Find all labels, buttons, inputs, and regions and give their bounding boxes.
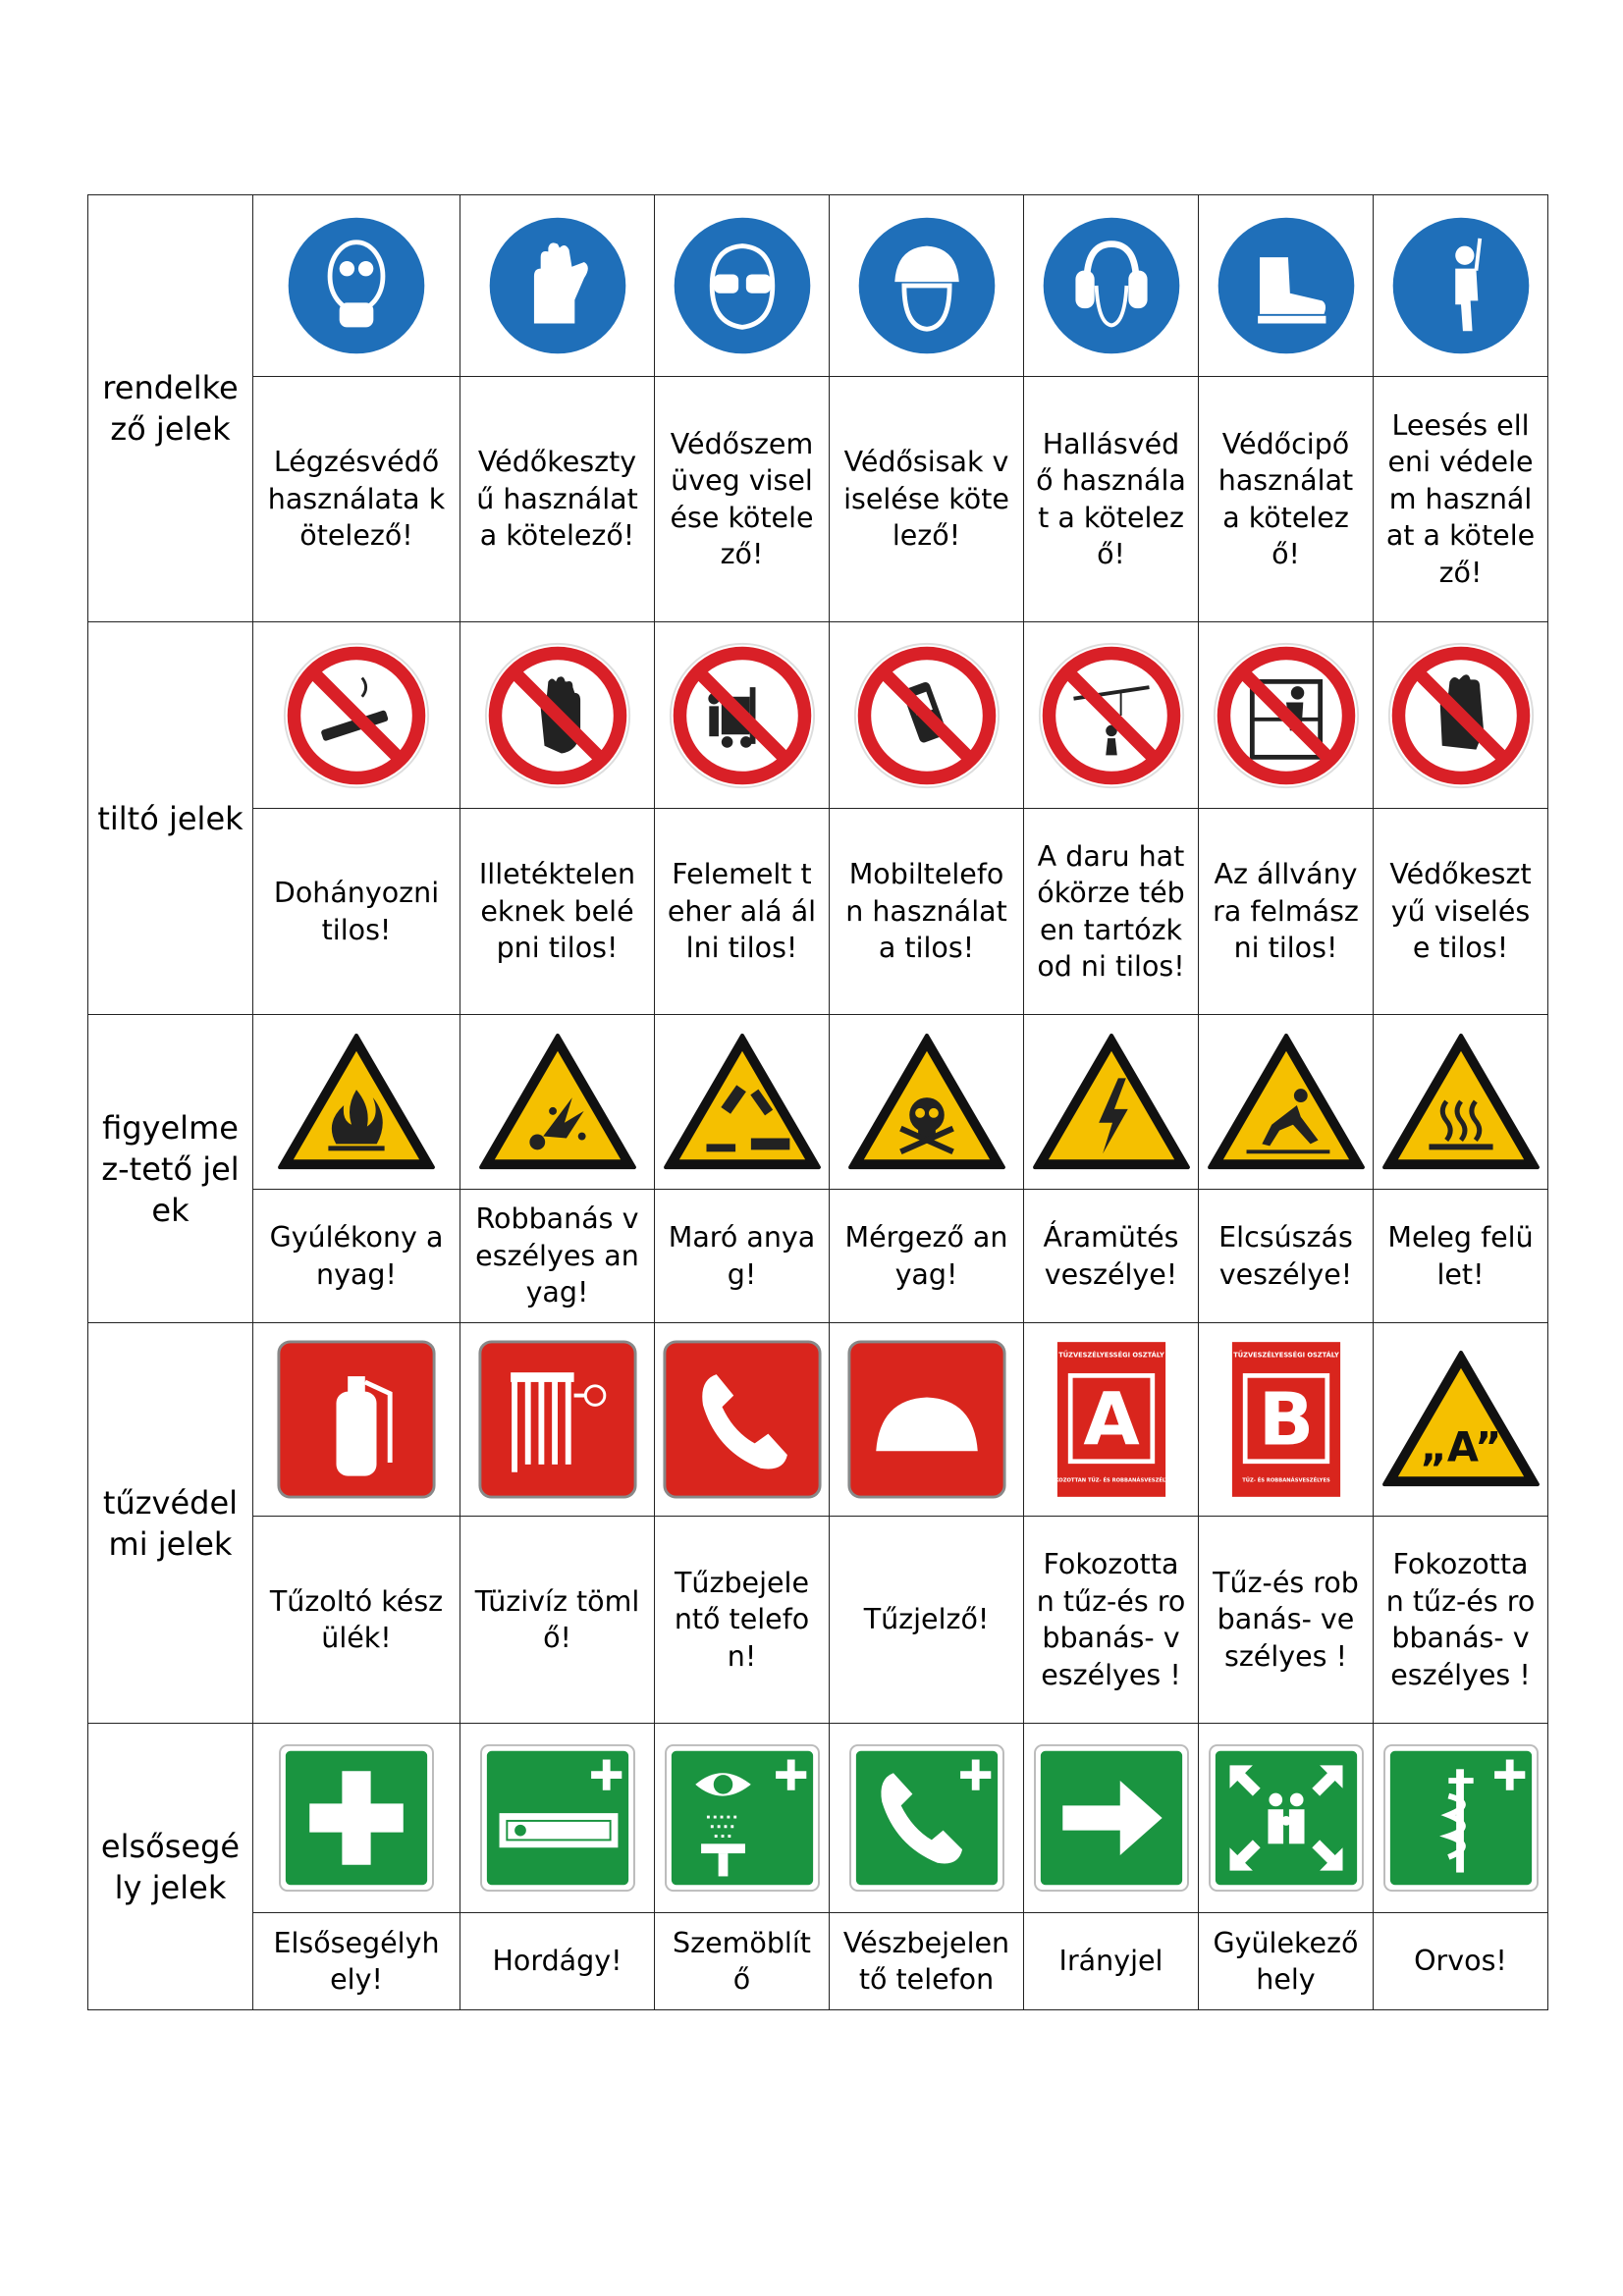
label-row [88, 377, 1548, 622]
icon-row [88, 1015, 1548, 1190]
sign-label: Védősisak viselése kötelező! [843, 446, 1009, 553]
sign-label: Felemelt teher alá állni tilos! [667, 858, 817, 965]
label-row [88, 809, 1548, 1015]
sign-label-cell [460, 809, 655, 1015]
sign-label-cell [655, 809, 830, 1015]
sign-icon-cell [655, 195, 830, 377]
doctor-caduceus-icon [1374, 1742, 1547, 1894]
sign-icon-cell [1024, 622, 1199, 809]
sign-label-cell [460, 1517, 655, 1724]
sign-icon-cell [460, 195, 655, 377]
sign-label: Hordágy! [492, 1945, 622, 1978]
sign-icon-cell [1374, 622, 1548, 809]
sign-label: Tűzjelző! [863, 1603, 990, 1636]
sign-icon-cell [655, 622, 830, 809]
plate-header: TŰZVESZÉLYESSÉGI OSZTÁLY [1232, 1351, 1339, 1360]
sign-label-cell [1024, 1517, 1199, 1724]
sign-label-cell [655, 377, 830, 622]
sign-label-cell [1199, 809, 1374, 1015]
no-entry-hand-icon [460, 640, 654, 791]
category-label: rendelke ző jelek [102, 369, 239, 448]
sign-icon-cell [1199, 195, 1374, 377]
sign-icon-cell [1199, 1724, 1374, 1913]
sign-label-cell [830, 1913, 1024, 2010]
sign-label-cell [1199, 1913, 1374, 2010]
sign-label-cell [1374, 1517, 1548, 1724]
safety-goggles-icon [655, 210, 829, 361]
sign-label-cell [830, 809, 1024, 1015]
sign-label: Irányjel [1058, 1945, 1163, 1978]
sign-icon-cell [1374, 1015, 1548, 1190]
safety-harness-icon [1374, 210, 1547, 361]
fire-telephone-icon [655, 1338, 829, 1501]
sign-label-cell [1374, 1190, 1548, 1323]
sign-label: Gyülekező hely [1213, 1926, 1359, 1996]
sign-label-cell [253, 1190, 460, 1323]
sign-label: Légzésvédő használata kötelező! [267, 446, 446, 553]
sign-label: Elcsúszás veszélye! [1218, 1221, 1353, 1291]
sign-label: Orvos! [1414, 1945, 1507, 1978]
sign-label: Védőkeszt yű viselése tilos! [1389, 858, 1532, 965]
plate-letter: B [1258, 1377, 1314, 1463]
sign-label: Szemöblít ő [673, 1926, 811, 1996]
no-smoking-icon [253, 640, 460, 791]
direction-arrow-icon [1024, 1742, 1198, 1894]
sign-label-cell [1024, 377, 1199, 622]
sign-label: Fokozotta n tűz-és robbanás- veszélyes ! [1385, 1548, 1536, 1691]
fire-alarm-icon [830, 1338, 1023, 1501]
fire-class-b-icon [1199, 1338, 1373, 1501]
sign-label: A daru hatókörze tében tartózkod ni tilos! [1037, 839, 1185, 983]
sign-label-cell [1374, 377, 1548, 622]
fire-extinguisher-icon [253, 1338, 460, 1501]
stretcher-icon [460, 1742, 654, 1894]
sign-icon-cell [460, 1724, 655, 1913]
sign-label: Tüzivíz tömlő! [474, 1584, 640, 1654]
sign-icon-cell [1199, 1015, 1374, 1190]
safety-boots-icon [1199, 210, 1373, 361]
hazard-mark: „A” [1420, 1423, 1501, 1471]
sign-icon-cell [460, 622, 655, 809]
sign-icon-cell [1199, 622, 1374, 809]
sign-icon-cell [830, 1724, 1024, 1913]
sign-label-cell [1024, 1913, 1199, 2010]
corrosive-icon [655, 1030, 829, 1175]
icon-row [88, 1323, 1548, 1517]
sign-label-cell [1199, 1190, 1374, 1323]
sign-label: Védőszem üveg viselése kötelező! [670, 427, 814, 570]
sign-icon-cell [253, 1724, 460, 1913]
category-cell [88, 1724, 253, 2010]
sign-label: Robbanás veszélyes anyag! [475, 1202, 639, 1309]
sign-icon-cell [1374, 1323, 1548, 1517]
icon-row [88, 195, 1548, 377]
fire-class-a-icon [1024, 1338, 1198, 1501]
no-crane-area-icon [1024, 640, 1198, 791]
sign-label-cell [460, 377, 655, 622]
sign-label: Illetéktelen eknek belépni tilos! [478, 858, 636, 965]
first-aid-cross-icon [253, 1742, 460, 1894]
hard-hat-icon [830, 210, 1023, 361]
sign-label: Elsősegélyh ely! [273, 1926, 440, 1996]
sign-icon-cell [1374, 195, 1548, 377]
sign-label-cell [830, 377, 1024, 622]
sign-label-cell [830, 1517, 1024, 1724]
category-label: elsősegé ly jelek [100, 1827, 241, 1906]
sign-label-cell [830, 1190, 1024, 1323]
category-label: tiltó jelek [97, 799, 243, 837]
no-climbing-scaffold-icon [1199, 640, 1373, 791]
sign-label: Védőkeszty ű használata kötelező! [476, 446, 638, 553]
explosion-hazard-a-icon [1374, 1347, 1547, 1492]
icon-row [88, 622, 1548, 809]
sign-label-cell [655, 1517, 830, 1724]
sign-label: Gyúlékony anyag! [269, 1221, 444, 1291]
sign-label-cell [253, 377, 460, 622]
label-row [88, 1190, 1548, 1323]
sign-icon-cell [655, 1323, 830, 1517]
sign-icon-cell [460, 1323, 655, 1517]
respirator-mask-icon [253, 210, 460, 361]
eye-wash-icon [655, 1742, 829, 1894]
sign-label-cell [253, 1913, 460, 2010]
label-row [88, 1913, 1548, 2010]
sign-label: Leesés elleni védelem használat a kötelező! [1385, 408, 1536, 589]
sign-label-cell [1024, 1190, 1199, 1323]
sign-label-cell [655, 1913, 830, 2010]
sign-label-cell [460, 1190, 655, 1323]
category-cell [88, 1015, 253, 1323]
ear-protection-icon [1024, 210, 1198, 361]
toxic-skull-icon [830, 1030, 1023, 1175]
sign-label: Tűzbejele ntő telefon! [674, 1566, 810, 1673]
sign-icon-cell [655, 1015, 830, 1190]
sign-icon-cell [253, 195, 460, 377]
sign-icon-cell [830, 195, 1024, 377]
label-row [88, 1517, 1548, 1724]
sign-label: Tűz-és robbanás- veszélyes ! [1213, 1566, 1359, 1673]
sign-icon-cell [655, 1724, 830, 1913]
sign-label: Maró anyag! [668, 1221, 816, 1291]
emergency-phone-icon [830, 1742, 1023, 1894]
flammable-icon [253, 1030, 460, 1175]
category-cell [88, 195, 253, 622]
protective-gloves-icon [460, 210, 654, 361]
sign-label: Áramütés veszélye! [1043, 1221, 1179, 1291]
category-label: figyelme z-tető jelek [101, 1108, 240, 1229]
sign-label-cell [253, 809, 460, 1015]
sign-label-cell [253, 1517, 460, 1724]
sign-icon-cell [1024, 195, 1199, 377]
sign-label-cell [655, 1190, 830, 1323]
sign-icon-cell [253, 1015, 460, 1190]
sign-label: Védőcipő használat a kötelező! [1217, 427, 1354, 570]
sign-icon-cell [830, 1323, 1024, 1517]
safety-signs-table [87, 194, 1548, 2010]
no-standing-under-load-icon [655, 640, 829, 791]
sign-icon-cell [1024, 1724, 1199, 1913]
sign-icon-cell [1374, 1724, 1548, 1913]
slippery-floor-icon [1199, 1030, 1373, 1175]
sign-icon-cell [253, 622, 460, 809]
sign-icon-cell [1024, 1323, 1199, 1517]
plate-header: TŰZVESZÉLYESSÉGI OSZTÁLY [1057, 1351, 1164, 1360]
sign-label: Hallásvéd ő használat a kötelező! [1036, 427, 1186, 570]
category-cell [88, 622, 253, 1015]
sign-icon-cell [1199, 1323, 1374, 1517]
sign-icon-cell [1024, 1015, 1199, 1190]
sign-label-cell [1199, 377, 1374, 622]
plate-footer: FOKOZOTTAN TŰZ- ÉS ROBBANÁSVESZÉLYES [1046, 1477, 1176, 1484]
sign-icon-cell [830, 622, 1024, 809]
sign-label: Az állványra felmászni tilos! [1213, 858, 1359, 965]
fire-hose-icon [460, 1338, 654, 1501]
sign-label-cell [1024, 809, 1199, 1015]
sign-label: Tűzoltó készülék! [269, 1584, 444, 1654]
sign-label-cell [1199, 1517, 1374, 1724]
icon-row [88, 1724, 1548, 1913]
sign-label: Dohányozni tilos! [273, 877, 440, 946]
sign-label: Mérgező anyag! [844, 1221, 1008, 1291]
sign-label-cell [1374, 1913, 1548, 2010]
plate-footer: TŰZ- ÉS ROBBANÁSVESZÉLYES [1241, 1477, 1330, 1484]
sign-icon-cell [253, 1323, 460, 1517]
category-label: tűzvédel mi jelek [102, 1483, 239, 1563]
sign-label-cell [1374, 809, 1548, 1015]
electric-shock-icon [1024, 1030, 1198, 1175]
sign-label: Mobiltelefo n használata tilos! [845, 858, 1007, 965]
assembly-point-icon [1199, 1742, 1373, 1894]
hot-surface-icon [1374, 1030, 1547, 1175]
sign-label: Meleg felület! [1387, 1221, 1534, 1291]
sign-label: Vészbejelen tő telefon [842, 1926, 1010, 1996]
sign-label-cell [460, 1913, 655, 2010]
sign-icon-cell [830, 1015, 1024, 1190]
plate-letter: A [1082, 1377, 1140, 1463]
category-cell [88, 1323, 253, 1724]
sign-label: Fokozotta n tűz-és robbanás- veszélyes ! [1036, 1548, 1186, 1691]
sign-icon-cell [460, 1015, 655, 1190]
no-gloves-icon [1374, 640, 1547, 791]
no-mobile-phone-icon [830, 640, 1023, 791]
explosive-icon [460, 1030, 654, 1175]
